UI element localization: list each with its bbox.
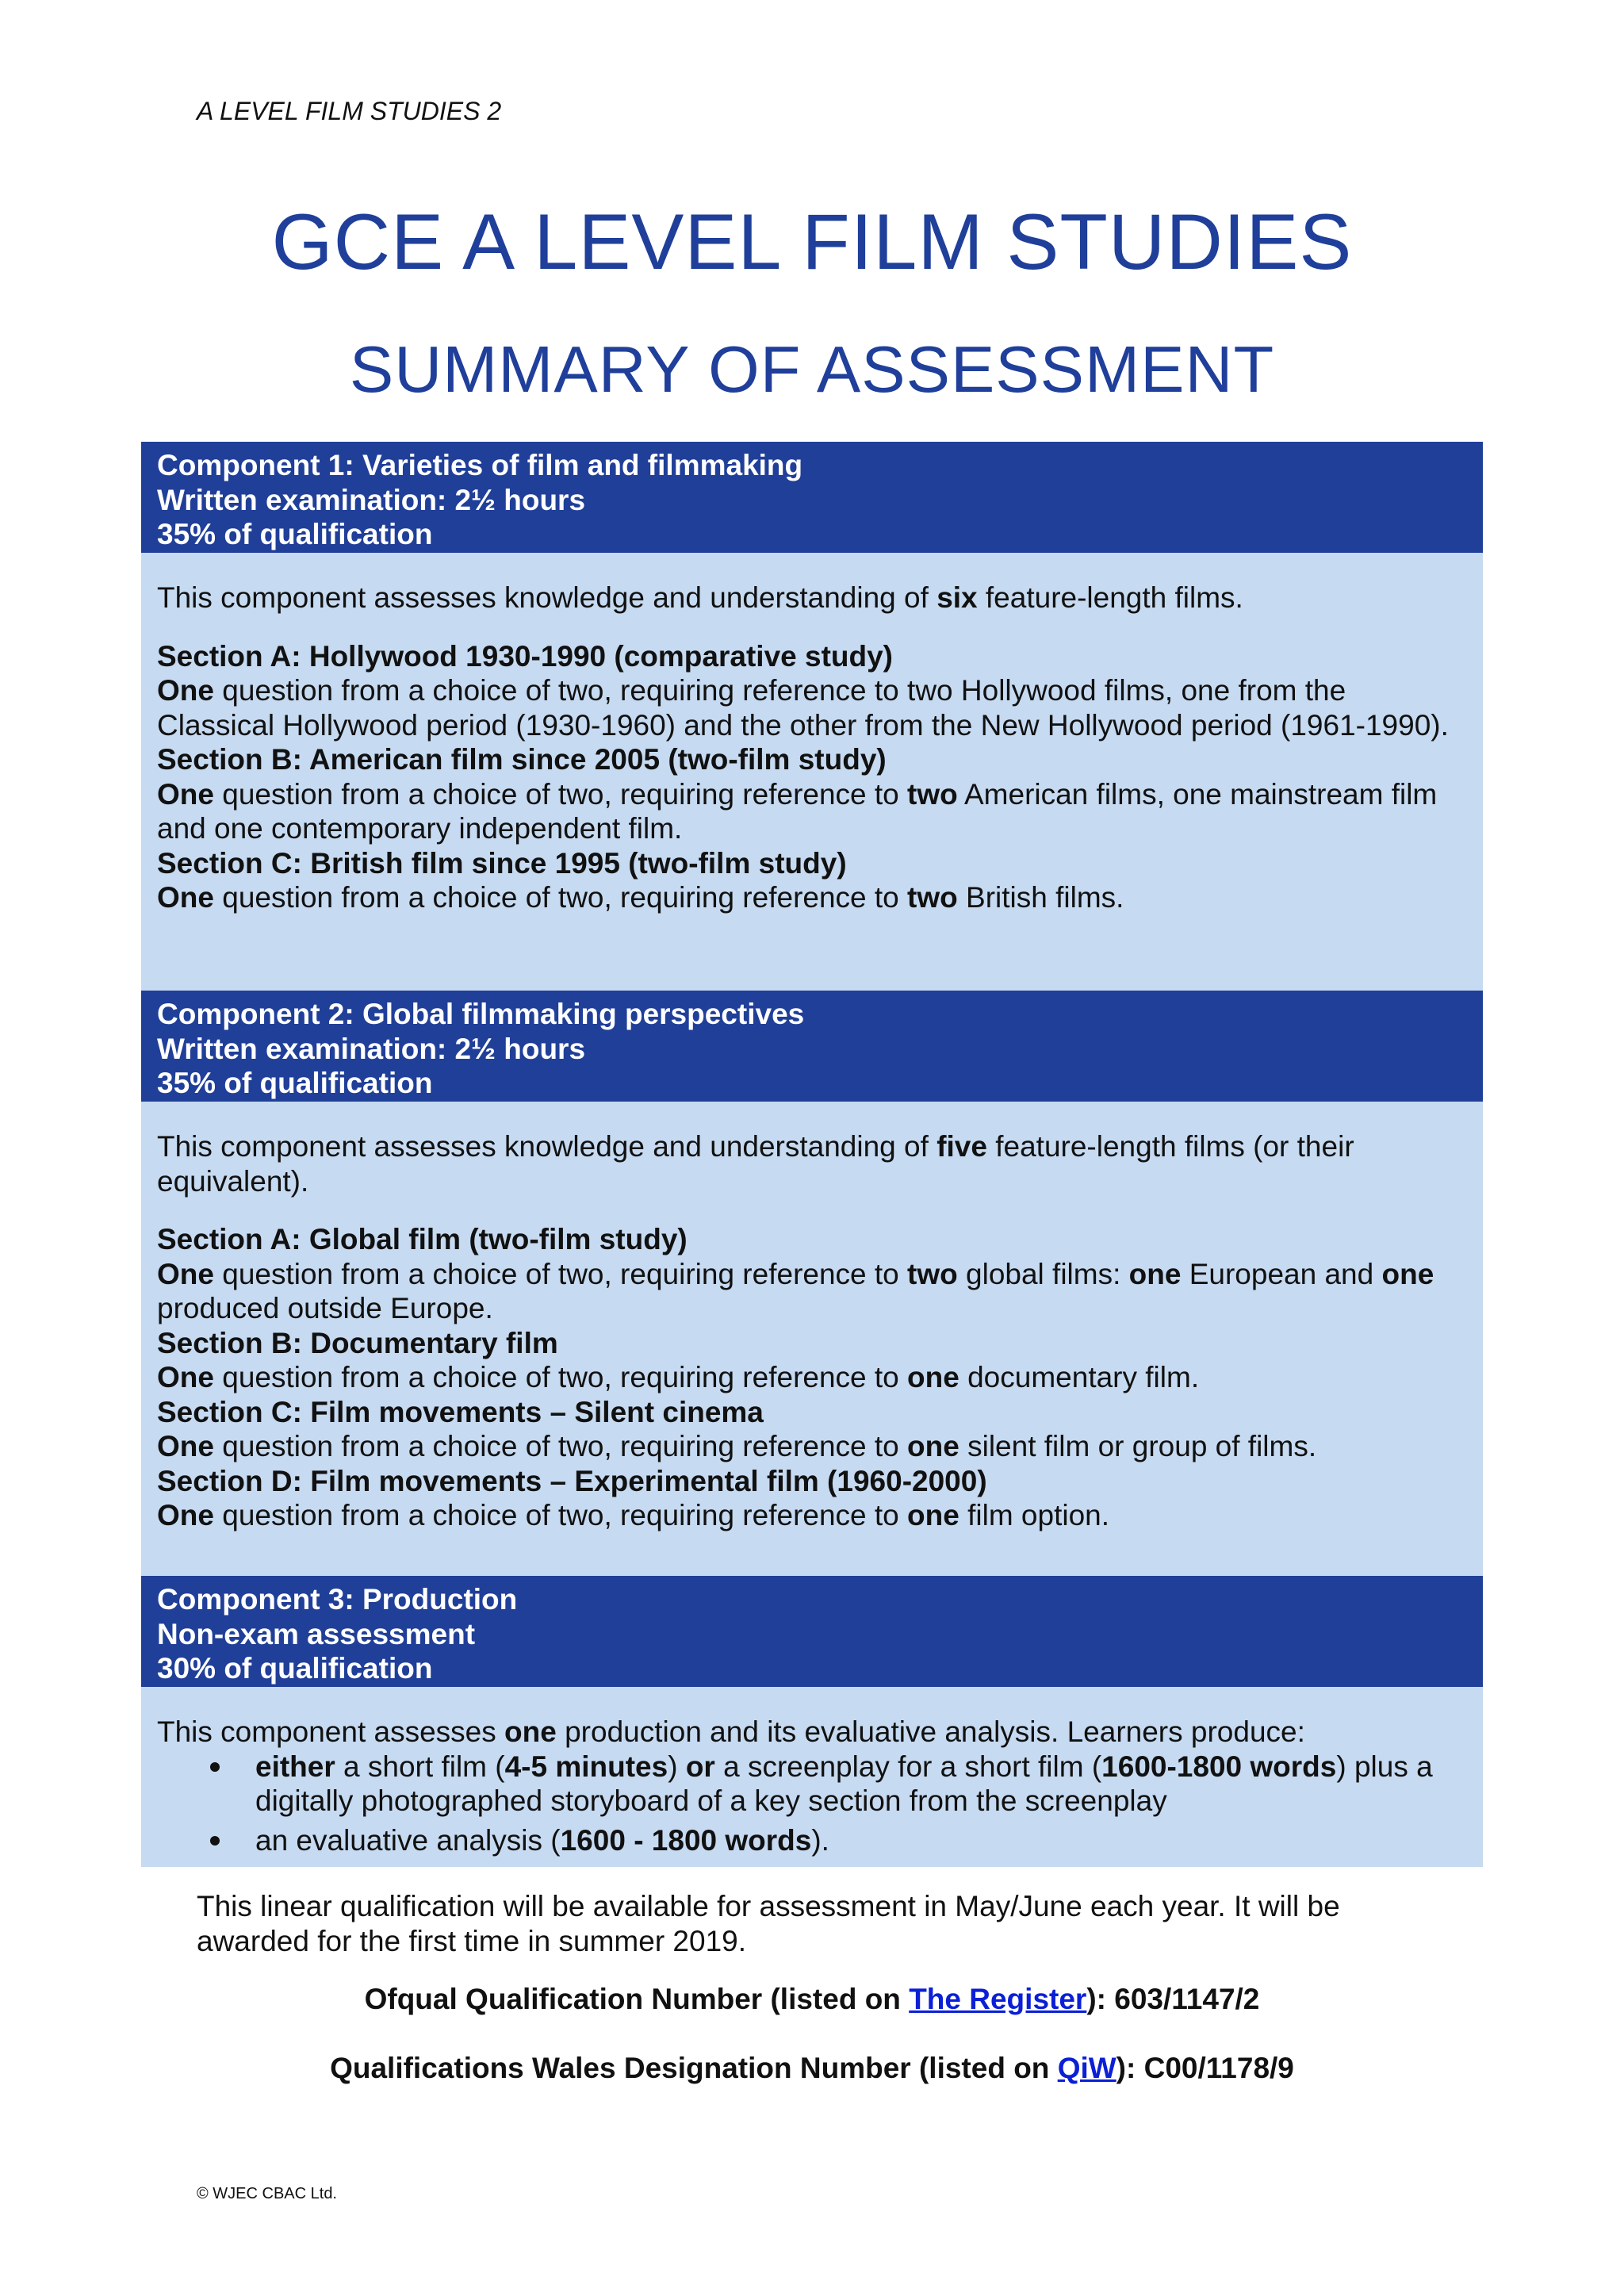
component-1-title: Component 1: Varieties of film and filmmaking (157, 449, 803, 481)
component-3-bullet-list (157, 1750, 1467, 1858)
qiw-number-line: Qualifications Wales Designation Number (listed on QiW): C00/1178/9 (330, 2052, 1294, 2084)
component-1-intro: This component assesses knowledge and understanding of six feature-length films. (157, 581, 1243, 614)
component-3-exam: Non-exam assessment (157, 1617, 476, 1650)
c2-section-c-text: One question from a choice of two, requiring reference to one silent film or group of films. (157, 1430, 1317, 1462)
component-2-body (141, 1102, 1483, 1576)
copyright-footer: © WJEC CBAC Ltd. (197, 2185, 337, 2202)
c1-section-b-text: One question from a choice of two, requiring reference to two American films, one mainstream film and one contemporary independent film. (157, 777, 1438, 845)
component-2-weight: 35% of qualification (157, 1067, 433, 1099)
list-item: an evaluative analysis (1600 - 1800 words). (157, 1823, 1467, 1858)
component-1-header (141, 442, 1483, 553)
component-3-weight: 30% of qualification (157, 1652, 433, 1685)
page-title: GCE A LEVEL FILM STUDIES (271, 197, 1353, 286)
availability-note: This linear qualification will be available for assessment in May/June each year. It will be awarded for the first time in summer 2019. (197, 1890, 1340, 1957)
ofqual-number-line: Ofqual Qualification Number (listed on The Register): 603/1147/2 (364, 1983, 1260, 2015)
c1-section-c-heading: Section C: British film since 1995 (two-film study) (157, 846, 847, 880)
component-3-intro: This component assesses one production and its evaluative analysis. Learners produce: (157, 1715, 1305, 1748)
running-head: A LEVEL FILM STUDIES 2 (197, 97, 502, 125)
component-2-title: Component 2: Global filmmaking perspectives (157, 998, 805, 1030)
c2-section-a-heading: Section A: Global film (two-film study) (157, 1223, 688, 1255)
component-1-weight: 35% of qualification (157, 518, 433, 550)
component-3-header (141, 1576, 1483, 1687)
page-subtitle: SUMMARY OF ASSESSMENT (349, 332, 1275, 406)
c2-section-d-text: One question from a choice of two, requiring reference to one film option. (157, 1499, 1110, 1531)
c2-section-c-heading: Section C: Film movements – Silent cinema (157, 1395, 764, 1428)
qiw-link[interactable]: QiW (1057, 2052, 1116, 2084)
c1-section-a-text: One question from a choice of two, requiring reference to two Hollywood films, one from the Classical Hollywood period (1930-1960) and the other from the New Hollywood period (1961-1990). (157, 674, 1449, 742)
component-3-body (141, 1687, 1483, 1867)
list-item: either a short film (4-5 minutes) or a screenplay for a short film (1600-1800 words) plus a digitally photographed storyboard of a key section from the screenplay (157, 1750, 1467, 1819)
c1-section-b-heading: Section B: American film since 2005 (two-film study) (157, 743, 887, 776)
c2-section-b-heading: Section B: Documentary film (157, 1326, 558, 1359)
component-1-exam: Written examination: 2½ hours (157, 483, 586, 516)
c2-section-a-text: One question from a choice of two, requiring reference to two global films: one European and one produced outside Europe. (157, 1257, 1434, 1324)
component-1-body (141, 553, 1483, 991)
the-register-link[interactable]: The Register (909, 1983, 1087, 2015)
component-3-title: Component 3: Production (157, 1583, 518, 1616)
c2-section-d-heading: Section D: Film movements – Experimental film (1960-2000) (157, 1464, 987, 1497)
component-2-header (141, 991, 1483, 1102)
component-2-exam: Written examination: 2½ hours (157, 1032, 586, 1065)
c1-section-a-heading: Section A: Hollywood 1930-1990 (comparative study) (157, 639, 893, 673)
component-2-intro: This component assesses knowledge and understanding of five feature-length films (or their equivalent). (157, 1130, 1354, 1198)
c1-section-c-text: One question from a choice of two, requiring reference to two British films. (157, 881, 1124, 914)
c2-section-b-text: One question from a choice of two, requiring reference to one documentary film. (157, 1361, 1200, 1393)
